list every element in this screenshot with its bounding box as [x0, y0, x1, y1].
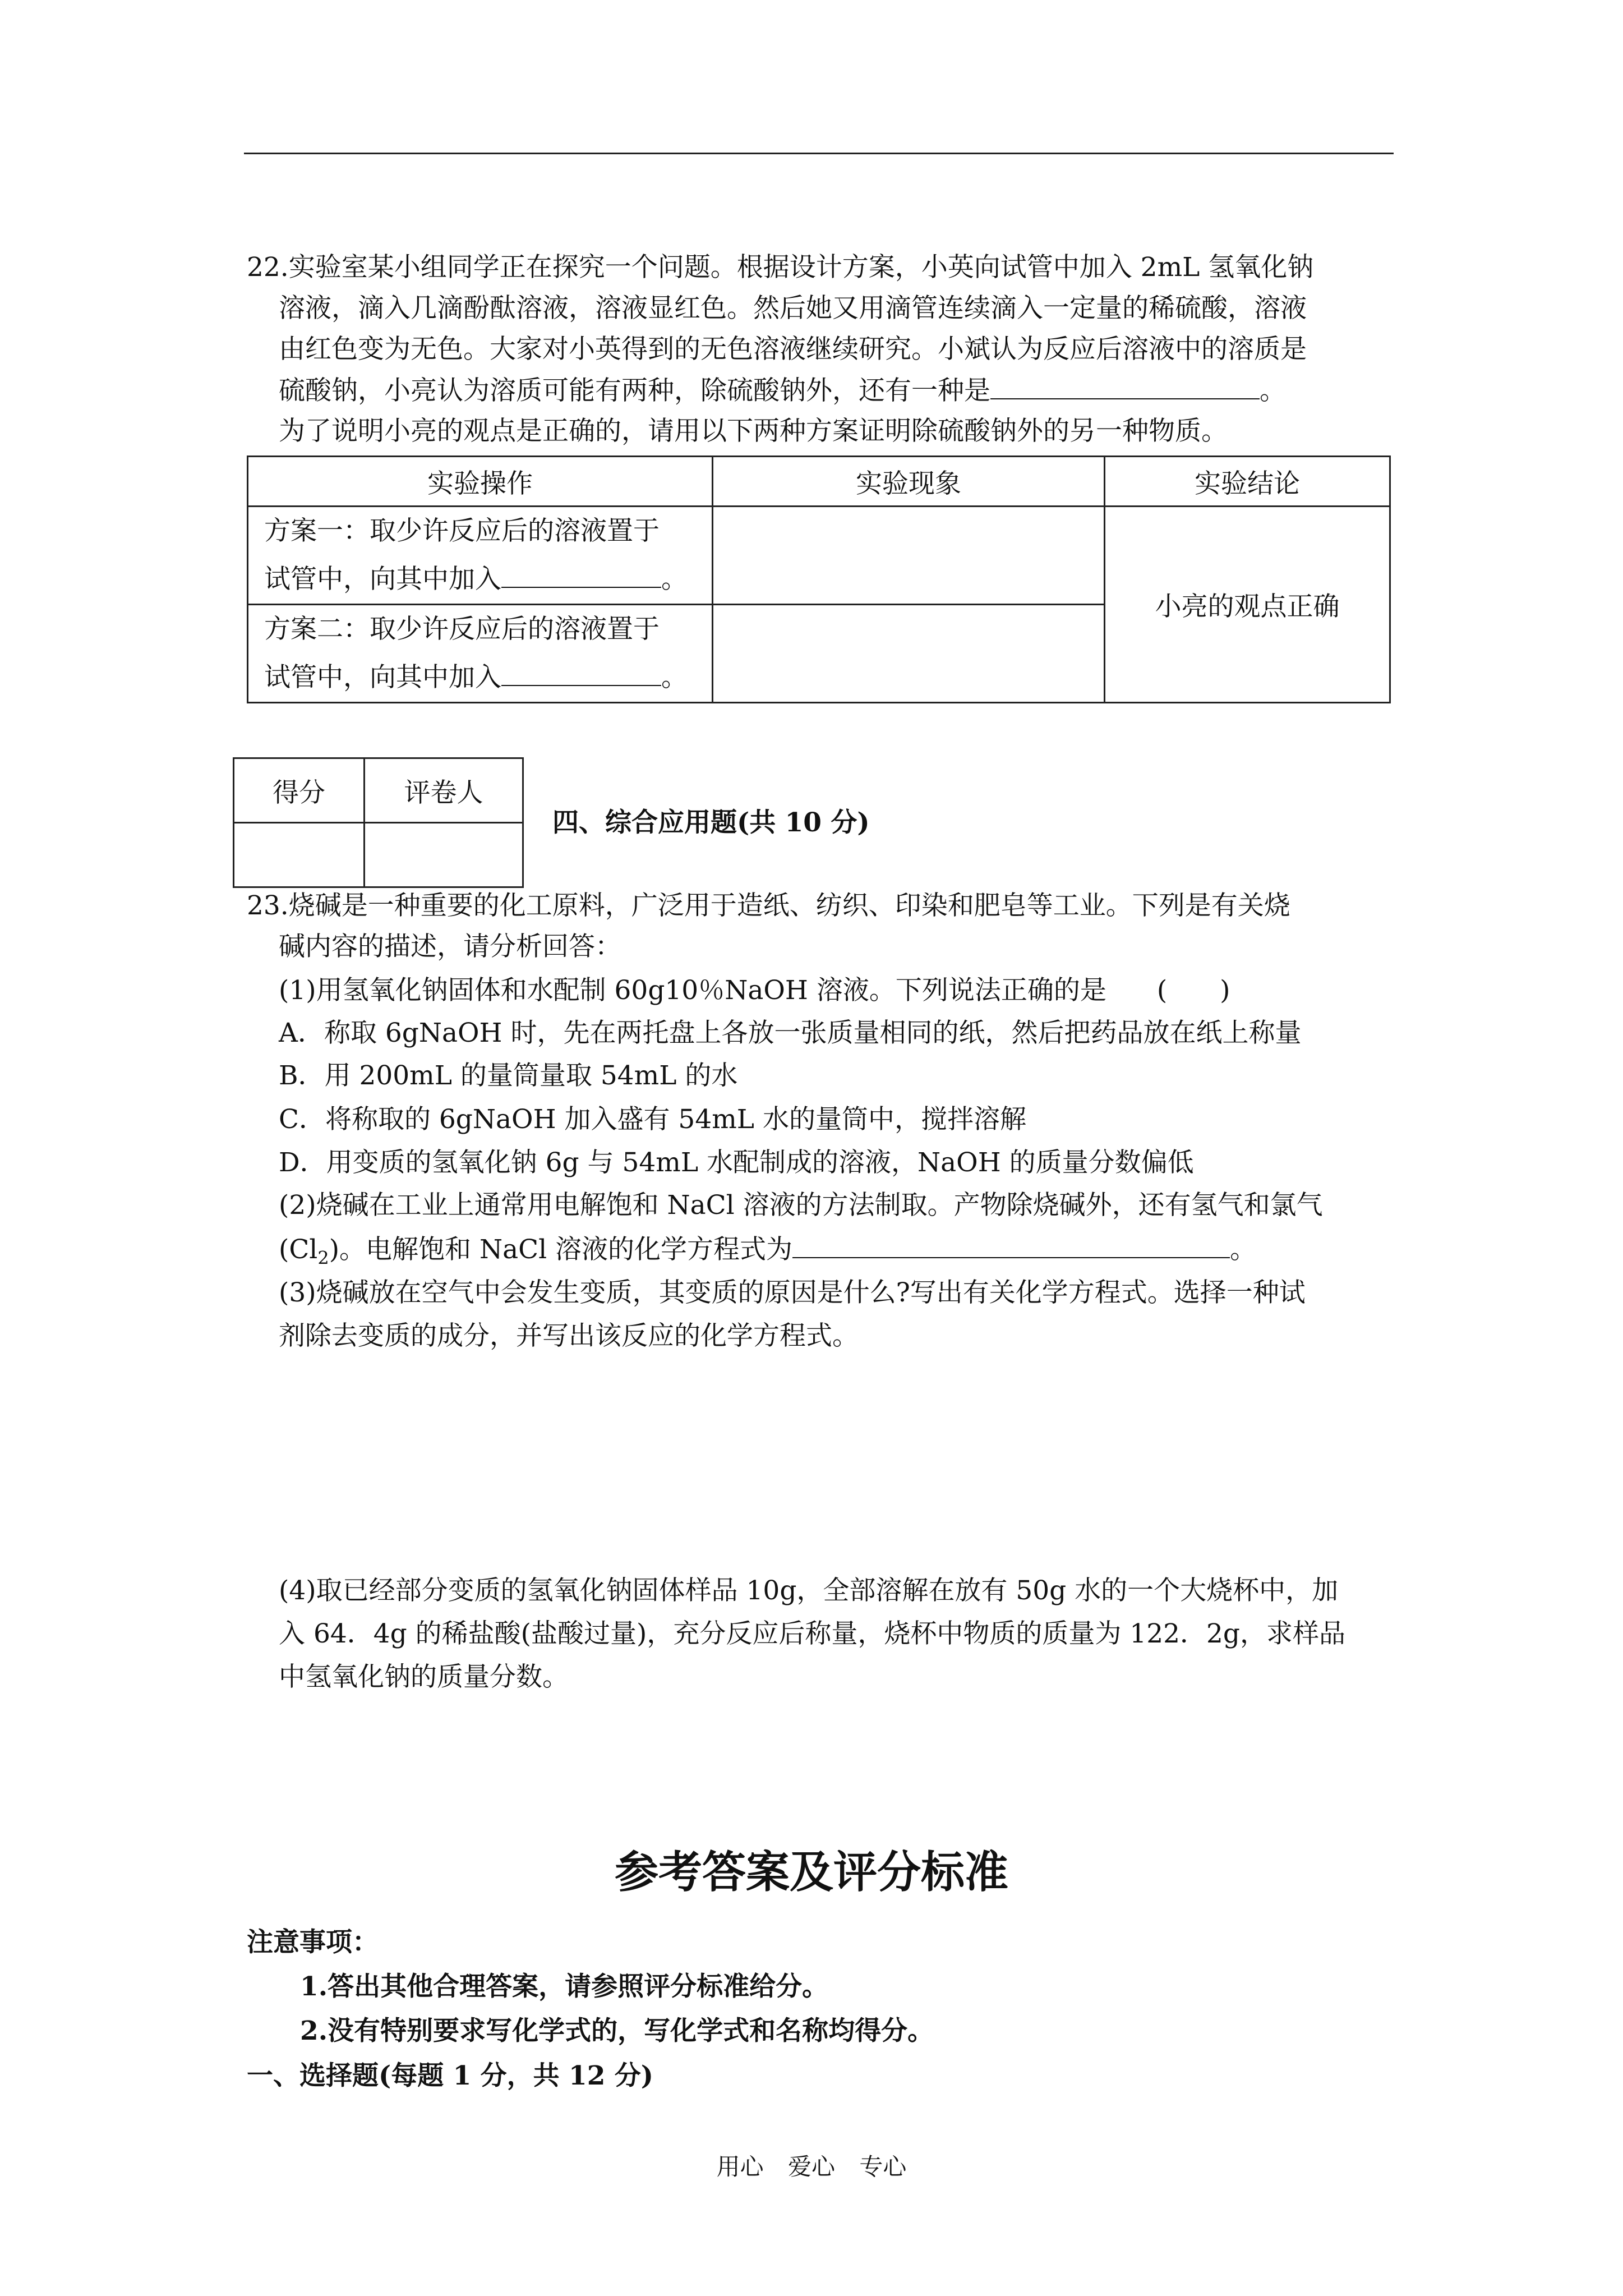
score-box — [233, 757, 524, 888]
answer-blank[interactable] — [792, 1232, 1230, 1258]
notes-heading: 注意事项： — [247, 1927, 379, 1958]
q23-part-2-text: )。电解饱和 NaCl 溶液的化学方程式为 — [329, 1234, 793, 1265]
experiment-table — [247, 455, 1391, 703]
plan-1-phenomenon-cell[interactable] — [713, 507, 1105, 605]
plan-2-line-1: 方案二：取少许反应后的溶液置于 — [264, 614, 660, 645]
answer-blank[interactable] — [990, 374, 1260, 399]
q23-line-1: 23.烧碱是一种重要的化工原料，广泛用于造纸、纺织、印染和肥皂等工业。下列是有关烧 — [247, 890, 1290, 921]
q22-line-4-text: 硫酸钠，小亮认为溶质可能有两种，除硫酸钠外，还有一种是 — [279, 375, 990, 406]
q23-part-2-line-1: (2)烧碱在工业上通常用电解饱和 NaCl 溶液的方法制取。产物除烧碱外，还有氢气和氯气 — [279, 1190, 1323, 1221]
plan-2-text: 试管中，向其中加入 — [264, 662, 501, 693]
q22-line-4 — [279, 374, 1286, 408]
q22-line-2: 溶液，滴入几滴酚酞溶液，溶液显红色。然后她又用滴管连续滴入一定量的稀硫酸，溶液 — [279, 293, 1307, 324]
option-c: C．将称取的 6gNaOH 加入盛有 54mL 水的量筒中，搅拌溶解 — [279, 1104, 1026, 1135]
page-footer: 用心 爱心 专心 — [716, 2153, 907, 2180]
header-phenomenon: 实验现象 — [713, 457, 1105, 507]
q22-line-4-end: 。 — [1260, 375, 1286, 406]
plan-1-line-2 — [264, 555, 696, 604]
plan-2-line-2 — [264, 654, 696, 702]
answer-blank[interactable] — [501, 660, 661, 686]
note-2: 2.没有特别要求写化学式的，写化学式和名称均得分。 — [300, 2016, 934, 2046]
q23-part-4-line-1: (4)取已经部分变质的氢氧化钠固体样品 10g，全部溶解在放有 50g 水的一个大烧杯中，加 — [279, 1575, 1339, 1606]
note-1: 1.答出其他合理答案，请参照评分标准给分。 — [300, 1971, 829, 2002]
q22-line-1: 22.实验室某小组同学正在探究一个问题。根据设计方案，小英向试管中加入 2mL 氢氧化钠 — [247, 252, 1314, 283]
q22-line-3: 由红色变为无色。大家对小英得到的无色溶液继续研究。小斌认为反应后溶液中的溶质是 — [279, 334, 1307, 365]
grader-label: 评卷人 — [365, 758, 523, 823]
plan-1-cell — [248, 507, 713, 605]
formula-cl: (Cl — [279, 1234, 318, 1265]
q23-part-4-line-3: 中氢氧化钠的质量分数。 — [279, 1662, 569, 1692]
answer-paren[interactable]: ( ) — [1156, 975, 1230, 1006]
plan-1-text: 试管中，向其中加入 — [264, 564, 501, 595]
plan-1-line-1: 方案一：取少许反应后的溶液置于 — [264, 516, 660, 546]
q23-part-3-line-1: (3)烧碱放在空气中会发生变质，其变质的原因是什么?写出有关化学方程式。选择一种试 — [279, 1277, 1306, 1308]
option-a: A．称取 6gNaOH 时，先在两托盘上各放一张质量相同的纸，然后把药品放在纸上称量 — [279, 1018, 1302, 1048]
conclusion-cell: 小亮的观点正确 — [1105, 507, 1390, 703]
q23-line-3 — [279, 974, 1230, 1007]
option-d: D．用变质的氢氧化钠 6g 与 54mL 水配制成的溶液，NaOH 的质量分数偏低 — [279, 1147, 1194, 1178]
header-conclusion: 实验结论 — [1105, 457, 1390, 507]
plan-2-period: 。 — [661, 662, 688, 693]
header-rule — [244, 153, 1394, 154]
q23-part-1-text: (1)用氢氧化钠固体和水配制 60g10％NaOH 溶液。下列说法正确的是 — [279, 975, 1106, 1006]
q23-part-2-line-2 — [279, 1232, 1256, 1274]
header-operation: 实验操作 — [248, 457, 713, 507]
option-b: B．用 200mL 的量筒量取 54mL 的水 — [279, 1060, 738, 1091]
q23-part-3-line-2: 剂除去变质的成分，并写出该反应的化学方程式。 — [279, 1320, 859, 1351]
q23-line-2: 碱内容的描述，请分析回答： — [279, 931, 621, 962]
q23-part-4-line-2: 入 64．4g 的稀盐酸(盐酸过量)，充分反应后称量，烧杯中物质的质量为 122．2g，求样品 — [279, 1618, 1345, 1649]
grader-field[interactable] — [365, 823, 523, 887]
plan-2-phenomenon-cell[interactable] — [713, 605, 1105, 703]
q22-line-5: 为了说明小亮的观点是正确的，请用以下两种方案证明除硫酸钠外的另一种物质。 — [279, 416, 1228, 447]
plan-2-cell — [248, 605, 713, 703]
answer-key-title: 参考答案及评分标准 — [614, 1847, 1008, 1898]
score-label: 得分 — [234, 758, 365, 823]
section-1-heading: 一、选择题(每题 1 分，共 12 分) — [247, 2060, 654, 2091]
subscript: 2 — [317, 1247, 329, 1269]
q23-part-2-end: 。 — [1230, 1234, 1257, 1265]
plan-1-period: 。 — [661, 564, 688, 595]
answer-blank[interactable] — [501, 562, 661, 588]
section-4-heading: 四、综合应用题(共 10 分) — [552, 807, 870, 838]
score-field[interactable] — [234, 823, 365, 887]
